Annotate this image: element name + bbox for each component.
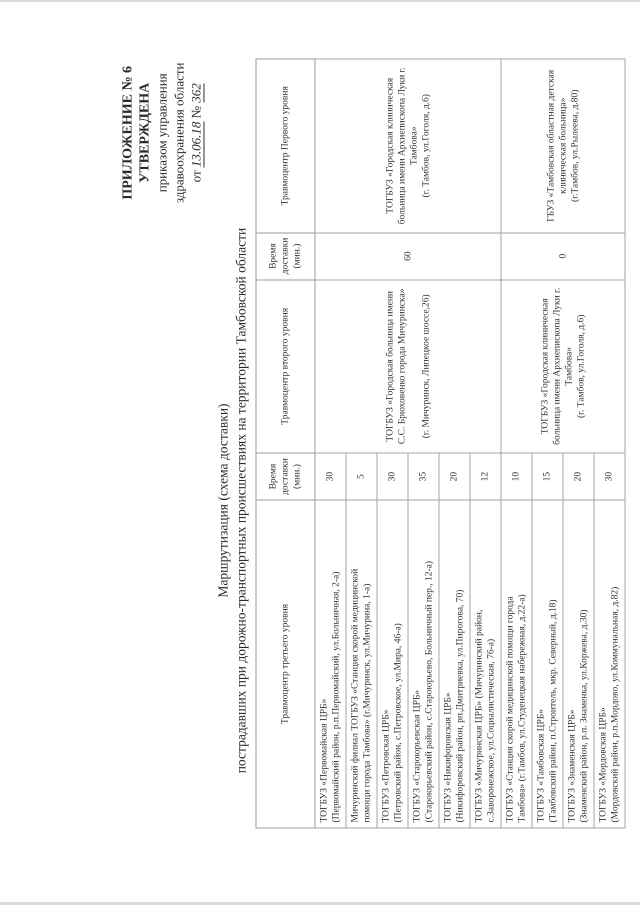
hub-address: (г.Тамбов, ул.Рылеева, д.80): [569, 89, 580, 202]
routing-table: [255, 58, 625, 828]
time-cell: 20: [563, 453, 594, 500]
level2-hub-cell: [315, 279, 501, 453]
time-cell: 10: [501, 453, 532, 500]
time-cell: 30: [377, 453, 408, 500]
facility-address: Тамбова» (г.Тамбов, ул.Студенецкая набережная, д.22-а): [517, 593, 527, 822]
header-level1: Травмоцентр Первого уровня: [256, 59, 315, 233]
header-time2: Время доставки (мин.): [256, 232, 315, 279]
facility-address: помощи города Тамбова» (г.Мичуринск, ул.Мичурина, 1-а): [362, 583, 372, 822]
facility-cell: [408, 500, 439, 828]
table-header-row: [256, 59, 315, 828]
time-cell: 15: [532, 453, 563, 500]
facility-address: (Первомайский район, р.п.Первомайский, ул.Больничная, 2-а): [331, 571, 341, 822]
approval-line-2: здравоохранения области: [171, 62, 186, 203]
hub-address: (г. Тамбов, ул.Гоголя, д.6): [420, 93, 431, 198]
facility-cell: [439, 500, 470, 828]
time-cell: 30: [315, 453, 346, 500]
time-cell: 35: [408, 453, 439, 500]
facility-cell: [594, 500, 625, 828]
document-title: Маршрутизация (схема доставки): [215, 402, 230, 598]
facility-address: (Староюрьевский район, с.Староюрьево, Больничный пер., 12-а): [424, 560, 434, 822]
facility-name: ТОГБУЗ «Никифоровская ЦРБ»: [443, 691, 453, 822]
hub-name: ТОГБУЗ «Городская клиническая больница имени Архиепископа Луки г. Тамбова»: [539, 287, 574, 445]
facility-cell: [346, 500, 377, 828]
facility-name: ТОГБУЗ «Староюрьевская ЦРБ»: [412, 689, 422, 822]
facility-name: ТОГБУЗ «Первомайская ЦРБ»: [319, 698, 329, 822]
facility-address: (Петровский район, с.Петровское, ул.Мира, 46-а): [393, 622, 403, 822]
scan-edge-top: [0, 0, 640, 2]
table-row: [501, 59, 532, 828]
facility-cell: [315, 500, 346, 828]
facility-address: (Мордовский район, р.п.Мордово, ул.Коммунальная, д.82): [610, 586, 620, 822]
time-cell: 20: [439, 453, 470, 500]
time-cell: 5: [346, 453, 377, 500]
facility-cell: [470, 500, 501, 828]
header-level3: Травмоцентр третьего уровня: [256, 500, 315, 828]
hub-address: (г. Тамбов, ул.Гоголя, д.6): [575, 314, 586, 418]
header-level2: Травмоцентр второго уровня: [256, 279, 315, 453]
hub-time-cell: 0: [501, 232, 625, 279]
approval-line-1: приказом управления: [154, 72, 169, 192]
approved-label: УТВЕРЖДЕНА: [137, 82, 152, 183]
time-cell: 30: [594, 453, 625, 500]
facility-cell: [377, 500, 408, 828]
hub-name: ГБУЗ «Тамбовская областная детская клиническая больница»: [545, 69, 568, 222]
facility-cell: [501, 500, 532, 828]
number-prefix: №: [188, 105, 203, 118]
facility-name: Мичуринский филиал ТОГБУЗ «Станция скорой медицинской: [350, 568, 360, 822]
facility-name: ТОГБУЗ «Мичуринская ЦРБ» (Мичуринский район,: [474, 609, 484, 822]
facility-name: ТОГБУЗ «Петровская ЦРБ»: [381, 709, 391, 822]
table-row: [315, 59, 346, 828]
facility-name: ТОГБУЗ «Станция скорой медицинской помощи города: [505, 595, 515, 822]
hub-address: (г. Мичуринск, Липецкое шоссе,26): [420, 293, 431, 438]
hub-name: ТОГБУЗ «Городская клиническая больница имени Архиепископа Луки г. Тамбова»: [384, 66, 419, 224]
date-prefix: от: [188, 169, 203, 182]
facility-address: (Никифоровский район, рп.Дмитриевка, ул.Пирогова, 70): [455, 589, 465, 822]
document-sheet: [105, 40, 620, 880]
facility-address: (Знаменский район, р.п. Знаменка, ул.Коржева, д.30): [579, 609, 589, 822]
appendix-label: ПРИЛОЖЕНИЕ № 6: [120, 65, 135, 200]
document-subtitle: пострадавших при дорожно-транспортных происшествиях на территории Тамбовской области: [233, 227, 248, 773]
approval-date: 13.06.18: [188, 121, 203, 167]
facility-name: ТОГБУЗ «Тамбовская ЦРБ»: [536, 708, 546, 822]
facility-cell: [532, 500, 563, 828]
facility-address: (Тамбовский район, п.Строитель, мкр. Северный, д.18): [548, 598, 558, 822]
appendix-block: [119, 62, 204, 203]
facility-address: с.Заворонежское, ул.Социалистическая, 76-а): [486, 638, 496, 822]
level2-hub-cell: [501, 279, 625, 453]
facility-cell: [563, 500, 594, 828]
facility-name: ТОГБУЗ «Знаменская ЦРБ»: [567, 708, 577, 822]
hub-time-cell: 60: [315, 232, 501, 279]
approval-date-line: [187, 62, 204, 203]
header-time3: Время доставки (мин.): [256, 453, 315, 500]
hub-name: ТОГБУЗ «Городская больница имени С.С. Брюховенко города Мичуринска»: [384, 288, 407, 444]
approval-number: 362: [188, 82, 203, 103]
level1-hub-cell: [501, 59, 625, 233]
level1-hub-cell: [315, 59, 501, 233]
facility-name: ТОГБУЗ «Мордовская ЦРБ»: [598, 706, 608, 822]
time-cell: 12: [470, 453, 501, 500]
